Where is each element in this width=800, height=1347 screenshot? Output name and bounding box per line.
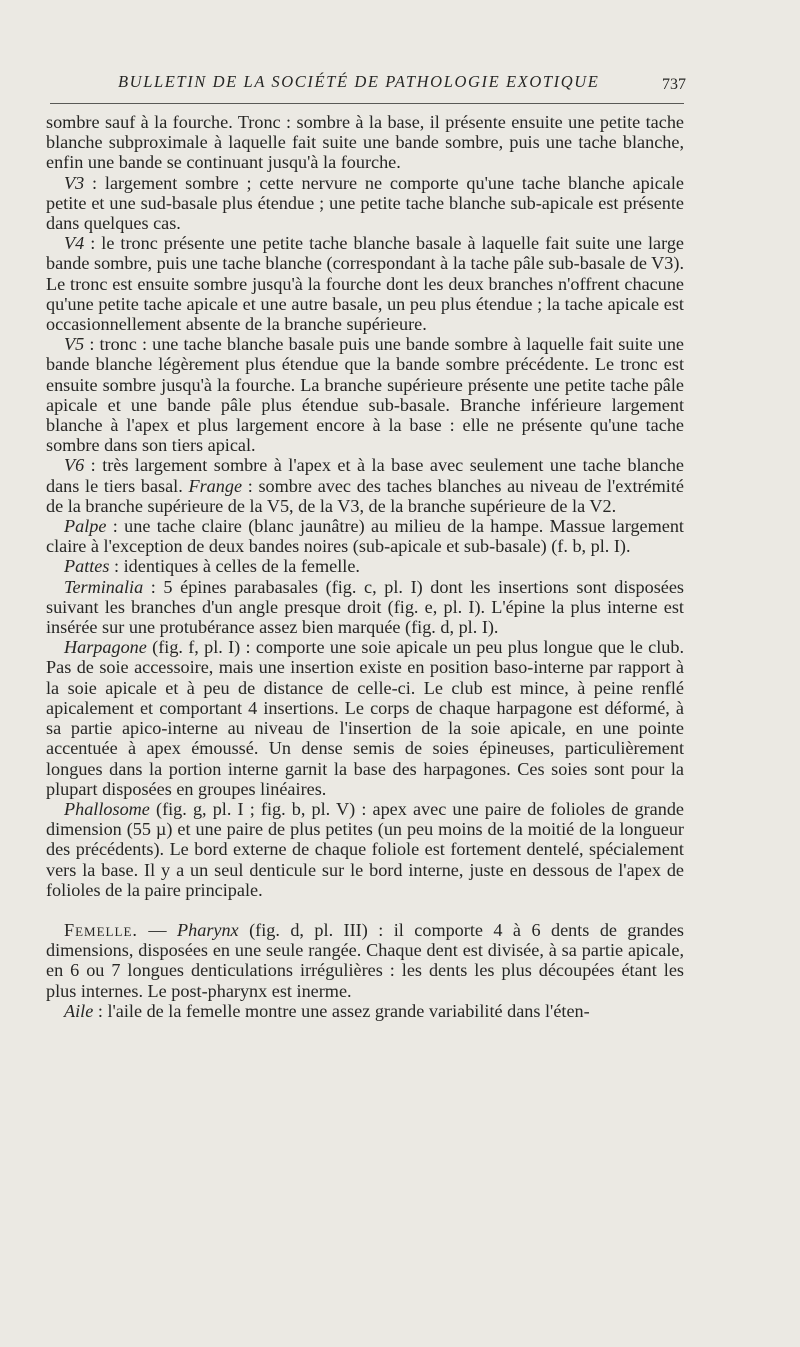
vein-label: V4 <box>64 233 85 254</box>
section-label: Pattes <box>64 556 110 577</box>
frange-label: Frange <box>188 475 243 496</box>
paragraph-v3: V3 : largement sombre ; cette nervure ne comporte qu'une tache blanche apicale petite et une sud-basale plus étendue ; une petite tache blanche sub-apicale est présente dans quelques cas. <box>46 172 684 234</box>
vein-label: V6 <box>64 455 85 476</box>
paragraph-harpagone: Harpagone (fig. f, pl. I) : comporte une soie apicale un peu plus longue que le club. Pas de soie accessoire, mais une insertion existe en position baso-interne par rapport à la soie apicale et à peu de distance de celle-ci. Le club est mince, à peine renflé apicalement et comportant 4 insertions. Le corps de chaque harpagone est déformé, à sa partie apico-interne au niveau de l'insertion de la soie apicale, en une pointe accentuée à apex émoussé. Un dense semis de soies épineuses, particulièrement longues dans la portion interne garnit la base des harpagones. Ces soies sont pour la plupart disposées en groupes linéaires. <box>46 637 684 799</box>
section-label: Phallosome <box>64 798 150 819</box>
vein-label: V3 <box>64 172 85 193</box>
body-text <box>46 112 684 1021</box>
paragraph-palpe: Palpe : une tache claire (blanc jaunâtre) au milieu de la hampe. Massue largement claire à l'exception de deux bandes noires (sub-apicale et sub-basale) (f. b, pl. I). <box>46 516 684 557</box>
section-label: Terminalia <box>64 576 144 597</box>
section-label: Palpe <box>64 516 107 537</box>
vein-label: V5 <box>64 334 85 355</box>
paragraph-v4: V4 : le tronc présente une petite tache blanche basale à laquelle fait suite une large bande sombre, puis une tache blanche (correspondant à la tache pâle sub-basale de V3). Le tronc est ensuite sombre jusqu'à la fourche dont les deux branches n'offrent chacune qu'une petite tache apicale et une autre basale, un peu plus étendue ; la tache apicale est occasionnellement absente de la branche supérieure. <box>46 233 684 335</box>
section-heading: Femelle. <box>64 919 138 940</box>
running-header: BULLETIN DE LA SOCIÉTÉ DE PATHOLOGIE EXOTIQUE <box>118 72 600 91</box>
section-label: Aile <box>64 1000 94 1021</box>
paragraph-v6: V6 : très largement sombre à l'apex et à la base avec seulement une tache blanche dans le tiers basal. Frange : sombre avec des taches blanches au niveau de l'extrémité de la branche supérieure de la V5, de la V3, de la branche supérieure de la V2. <box>46 455 684 516</box>
paragraph-v5: V5 : tronc : une tache blanche basale puis une bande sombre à laquelle fait suite une bande blanche légèrement plus étendue que la bande sombre précédente. Le tronc est ensuite sombre jusqu'à la fourche. La branche supérieure présente une petite tache pâle apicale et une bande pâle plus étendue sub-basale. Branche inférieure largement blanche à l'apex et plus largement encore à la base : elle ne présente qu'une tache sombre dans son tiers apical. <box>46 334 684 456</box>
page-number: 737 <box>662 76 686 93</box>
paragraph-continuation: sombre sauf à la fourche. Tronc : sombre à la base, il présente ensuite une petite tache blanche subproximale à laquelle fait suite une bande sombre, puis une tache blanche, enfin une bande se continuant jusqu'à la fourche. <box>46 112 684 173</box>
paragraph-terminalia: Terminalia : 5 épines parabasales (fig. c, pl. I) dont les insertions sont disposées suivant les branches d'un angle presque droit (fig. e, pl. I). L'épine la plus interne est insérée sur une protubérance assez bien marquée (fig. d, pl. I). <box>46 576 684 638</box>
paragraph-pattes: Pattes : identiques à celles de la femelle. <box>64 556 360 577</box>
section-label: Pharynx <box>177 919 239 940</box>
paragraph-phallosome: Phallosome (fig. g, pl. I ; fig. b, pl. V) : apex avec une paire de folioles de grande dimension (55 µ) et une paire de plus petites (un peu moins de la moitié de la longueur des précédents). Le bord externe de chaque foliole est fortement dentelé, spécialement vers la base. Il y a un seul denticule sur le bord interne, juste en dessous de l'apex de folioles de la paire principale. <box>46 798 684 900</box>
section-label: Harpagone <box>64 637 147 658</box>
paragraph-aile: Aile : l'aile de la femelle montre une assez grande variabilité dans l'éten- <box>64 1000 590 1021</box>
header-rule <box>50 103 684 104</box>
paragraph-femelle: Femelle. — Pharynx (fig. d, pl. III) : il comporte 4 à 6 dents de grandes dimensions, disposées en une seule rangée. Chaque dent est divisée, à sa partie apicale, en 6 ou 7 longues denticulations irrégulières : les dents les plus découpées étant les plus internes. Le post-pharynx est inerme. <box>46 919 684 1001</box>
